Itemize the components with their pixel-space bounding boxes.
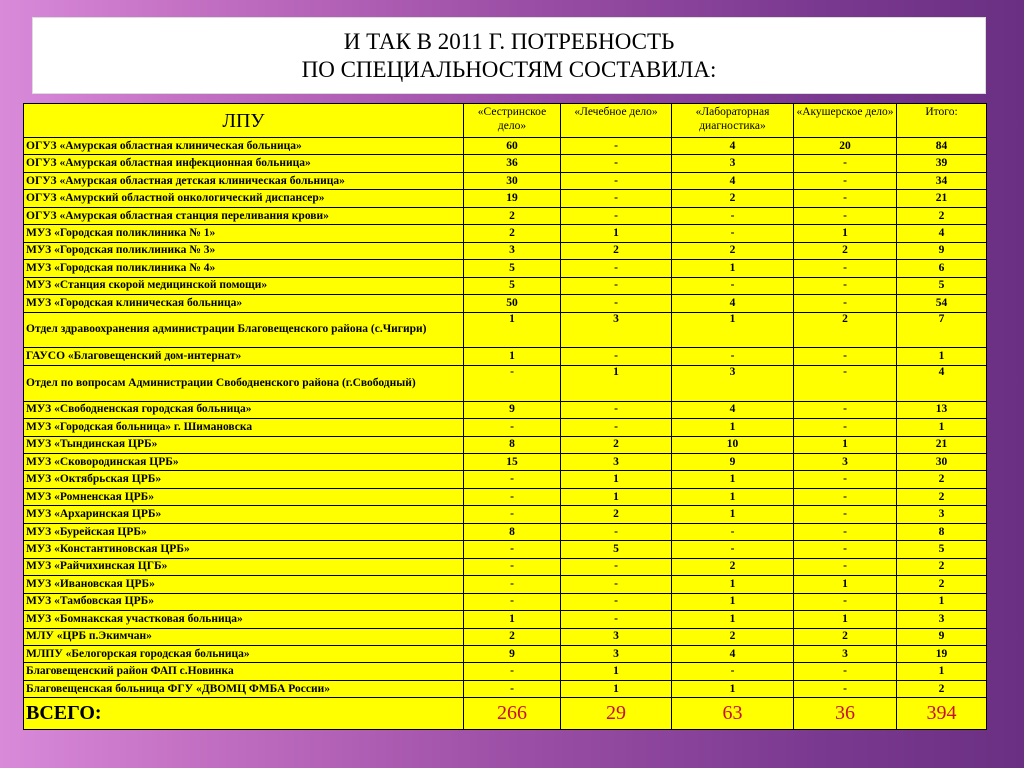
value-cell: 5 xyxy=(464,277,561,294)
value-cell: - xyxy=(794,471,897,488)
value-cell: 8 xyxy=(897,523,987,540)
value-cell: - xyxy=(561,611,672,628)
lpu-name-cell: МУЗ «Городская поликлиника № 3» xyxy=(24,242,464,259)
value-cell: 1 xyxy=(672,312,794,348)
value-cell: 1 xyxy=(561,488,672,505)
lpu-name-cell: ОГУЗ «Амурская областная клиническая больница» xyxy=(24,138,464,155)
table-row xyxy=(24,365,987,401)
needs-table xyxy=(23,103,987,730)
table-row xyxy=(24,312,987,348)
table-body xyxy=(24,138,987,730)
header-total: Итого: xyxy=(897,104,987,138)
total-row xyxy=(24,698,987,730)
value-cell: - xyxy=(794,348,897,365)
value-cell: - xyxy=(561,260,672,277)
value-cell: - xyxy=(561,155,672,172)
value-cell: 1 xyxy=(672,506,794,523)
value-cell: 2 xyxy=(464,225,561,242)
total-value-cell: 29 xyxy=(561,698,672,730)
value-cell: 1 xyxy=(897,593,987,610)
value-cell: 1 xyxy=(897,663,987,680)
value-cell: 9 xyxy=(464,645,561,662)
value-cell: 3 xyxy=(561,628,672,645)
value-cell: 4 xyxy=(672,172,794,189)
lpu-name-cell: Благовещенский район ФАП с.Новинка xyxy=(24,663,464,680)
table-row xyxy=(24,628,987,645)
table-row xyxy=(24,645,987,662)
value-cell: 9 xyxy=(464,401,561,418)
value-cell: - xyxy=(464,471,561,488)
table-row xyxy=(24,401,987,418)
lpu-name-cell: ОГУЗ «Амурская областная детская клиническая больница» xyxy=(24,172,464,189)
value-cell: 2 xyxy=(464,207,561,224)
value-cell: 2 xyxy=(897,576,987,593)
total-value-cell: 266 xyxy=(464,698,561,730)
value-cell: 8 xyxy=(464,436,561,453)
lpu-name-cell: МЛПУ «Белогорская городская больница» xyxy=(24,645,464,662)
value-cell: 39 xyxy=(897,155,987,172)
lpu-name-cell: МУЗ «Тамбовская ЦРБ» xyxy=(24,593,464,610)
value-cell: - xyxy=(794,558,897,575)
value-cell: 1 xyxy=(672,680,794,697)
value-cell: 2 xyxy=(561,506,672,523)
value-cell: - xyxy=(561,348,672,365)
value-cell: 1 xyxy=(672,471,794,488)
value-cell: - xyxy=(794,295,897,312)
value-cell: 8 xyxy=(464,523,561,540)
value-cell: 60 xyxy=(464,138,561,155)
value-cell: 1 xyxy=(464,348,561,365)
value-cell: - xyxy=(672,663,794,680)
table-row xyxy=(24,680,987,697)
slide-title xyxy=(32,17,986,94)
table-row xyxy=(24,207,987,224)
value-cell: - xyxy=(794,172,897,189)
value-cell: 5 xyxy=(561,541,672,558)
lpu-name-cell: МУЗ «Райчихинская ЦГБ» xyxy=(24,558,464,575)
value-cell: 1 xyxy=(897,348,987,365)
value-cell: - xyxy=(794,419,897,436)
value-cell: 9 xyxy=(672,454,794,471)
value-cell: 1 xyxy=(794,576,897,593)
value-cell: 20 xyxy=(794,138,897,155)
table-row xyxy=(24,295,987,312)
value-cell: 4 xyxy=(897,225,987,242)
table-row xyxy=(24,419,987,436)
total-label: ВСЕГО: xyxy=(24,698,464,730)
value-cell: - xyxy=(794,506,897,523)
value-cell: 3 xyxy=(897,611,987,628)
value-cell: 36 xyxy=(464,155,561,172)
value-cell: - xyxy=(672,541,794,558)
value-cell: - xyxy=(794,260,897,277)
value-cell: 2 xyxy=(897,680,987,697)
value-cell: - xyxy=(561,593,672,610)
value-cell: - xyxy=(561,138,672,155)
table-row xyxy=(24,593,987,610)
lpu-name-cell: МУЗ «Городская клиническая больница» xyxy=(24,295,464,312)
lpu-name-cell: МУЗ «Октябрьская ЦРБ» xyxy=(24,471,464,488)
value-cell: - xyxy=(464,593,561,610)
value-cell: - xyxy=(794,207,897,224)
table-row xyxy=(24,277,987,294)
value-cell: 3 xyxy=(464,242,561,259)
value-cell: 1 xyxy=(672,611,794,628)
value-cell: 3 xyxy=(897,506,987,523)
value-cell: 1 xyxy=(672,260,794,277)
value-cell: 1 xyxy=(464,312,561,348)
value-cell: 1 xyxy=(561,471,672,488)
table-row xyxy=(24,611,987,628)
value-cell: - xyxy=(672,277,794,294)
table-row xyxy=(24,260,987,277)
total-value-cell: 63 xyxy=(672,698,794,730)
value-cell: 21 xyxy=(897,190,987,207)
title-line-2: ПО СПЕЦИАЛЬНОСТЯМ СОСТАВИЛА: xyxy=(301,56,717,82)
value-cell: 2 xyxy=(897,471,987,488)
value-cell: 3 xyxy=(672,365,794,401)
value-cell: - xyxy=(464,488,561,505)
value-cell: 7 xyxy=(897,312,987,348)
value-cell: 9 xyxy=(897,242,987,259)
value-cell: - xyxy=(794,401,897,418)
value-cell: 1 xyxy=(464,611,561,628)
lpu-name-cell: ОГУЗ «Амурская областная инфекционная больница» xyxy=(24,155,464,172)
value-cell: 19 xyxy=(464,190,561,207)
value-cell: 2 xyxy=(794,628,897,645)
lpu-name-cell: МУЗ «Свободненская городская больница» xyxy=(24,401,464,418)
value-cell: - xyxy=(794,277,897,294)
value-cell: 2 xyxy=(672,242,794,259)
value-cell: 3 xyxy=(672,155,794,172)
table-row xyxy=(24,558,987,575)
value-cell: - xyxy=(464,558,561,575)
table-row xyxy=(24,348,987,365)
lpu-name-cell: МЛУ «ЦРБ п.Экимчан» xyxy=(24,628,464,645)
value-cell: - xyxy=(672,523,794,540)
value-cell: 21 xyxy=(897,436,987,453)
table-row xyxy=(24,488,987,505)
value-cell: 2 xyxy=(897,558,987,575)
value-cell: - xyxy=(794,190,897,207)
table-row xyxy=(24,242,987,259)
value-cell: - xyxy=(794,365,897,401)
value-cell: - xyxy=(794,680,897,697)
lpu-name-cell: Благовещенская больница ФГУ «ДВОМЦ ФМБА России» xyxy=(24,680,464,697)
value-cell: - xyxy=(672,348,794,365)
lpu-name-cell: МУЗ «Сковородинская ЦРБ» xyxy=(24,454,464,471)
value-cell: - xyxy=(561,523,672,540)
value-cell: 30 xyxy=(464,172,561,189)
header-nursing: «Сестринское дело» xyxy=(464,104,561,138)
value-cell: 2 xyxy=(464,628,561,645)
value-cell: 4 xyxy=(672,645,794,662)
table-row xyxy=(24,471,987,488)
value-cell: 3 xyxy=(561,454,672,471)
lpu-name-cell: МУЗ «Городская поликлиника № 1» xyxy=(24,225,464,242)
value-cell: - xyxy=(561,576,672,593)
value-cell: 50 xyxy=(464,295,561,312)
title-line-1: И ТАК В 2011 Г. ПОТРЕБНОСТЬ xyxy=(343,28,675,54)
value-cell: 2 xyxy=(561,436,672,453)
lpu-name-cell: МУЗ «Городская поликлиника № 4» xyxy=(24,260,464,277)
value-cell: 5 xyxy=(464,260,561,277)
value-cell: 1 xyxy=(897,419,987,436)
value-cell: - xyxy=(672,207,794,224)
value-cell: 2 xyxy=(561,242,672,259)
value-cell: 4 xyxy=(897,365,987,401)
value-cell: - xyxy=(794,663,897,680)
value-cell: 2 xyxy=(794,312,897,348)
value-cell: 30 xyxy=(897,454,987,471)
value-cell: 3 xyxy=(794,645,897,662)
total-value-cell: 36 xyxy=(794,698,897,730)
value-cell: 1 xyxy=(561,663,672,680)
lpu-name-cell: МУЗ «Тындинская ЦРБ» xyxy=(24,436,464,453)
value-cell: - xyxy=(464,419,561,436)
lpu-name-cell: МУЗ «Ивановская ЦРБ» xyxy=(24,576,464,593)
header-obstetric: «Акушерское дело» xyxy=(794,104,897,138)
lpu-name-cell: ОГУЗ «Амурская областная станция переливания крови» xyxy=(24,207,464,224)
header-lpu: ЛПУ xyxy=(24,104,464,138)
value-cell: 1 xyxy=(561,680,672,697)
value-cell: 1 xyxy=(794,225,897,242)
value-cell: 19 xyxy=(897,645,987,662)
table-row xyxy=(24,663,987,680)
lpu-name-cell: МУЗ «Архаринская ЦРБ» xyxy=(24,506,464,523)
value-cell: 4 xyxy=(672,138,794,155)
value-cell: 9 xyxy=(897,628,987,645)
value-cell: 1 xyxy=(794,436,897,453)
value-cell: - xyxy=(794,593,897,610)
total-value-cell: 394 xyxy=(897,698,987,730)
value-cell: 5 xyxy=(897,277,987,294)
value-cell: 34 xyxy=(897,172,987,189)
value-cell: - xyxy=(464,365,561,401)
lpu-name-cell: МУЗ «Городская больница» г. Шимановска xyxy=(24,419,464,436)
value-cell: - xyxy=(464,541,561,558)
value-cell: 2 xyxy=(897,207,987,224)
value-cell: 4 xyxy=(672,295,794,312)
value-cell: - xyxy=(561,190,672,207)
value-cell: 3 xyxy=(561,645,672,662)
lpu-name-cell: МУЗ «Бурейская ЦРБ» xyxy=(24,523,464,540)
value-cell: 1 xyxy=(672,419,794,436)
value-cell: - xyxy=(561,277,672,294)
value-cell: 6 xyxy=(897,260,987,277)
value-cell: - xyxy=(561,401,672,418)
lpu-name-cell: МУЗ «Константиновская ЦРБ» xyxy=(24,541,464,558)
value-cell: 2 xyxy=(672,558,794,575)
value-cell: 4 xyxy=(672,401,794,418)
value-cell: 2 xyxy=(672,628,794,645)
value-cell: 1 xyxy=(561,225,672,242)
header-lab: «Лабораторная диагностика» xyxy=(672,104,794,138)
value-cell: - xyxy=(464,680,561,697)
value-cell: 1 xyxy=(561,365,672,401)
value-cell: - xyxy=(561,207,672,224)
value-cell: - xyxy=(464,506,561,523)
value-cell: 54 xyxy=(897,295,987,312)
table-row xyxy=(24,454,987,471)
lpu-name-cell: ГАУСО «Благовещенский дом-интернат» xyxy=(24,348,464,365)
lpu-name-cell: Отдел по вопросам Администрации Свободненского района (г.Свободный) xyxy=(24,365,464,401)
value-cell: 1 xyxy=(672,593,794,610)
table-row xyxy=(24,172,987,189)
lpu-name-cell: ОГУЗ «Амурский областной онкологический диспансер» xyxy=(24,190,464,207)
value-cell: 3 xyxy=(561,312,672,348)
value-cell: 13 xyxy=(897,401,987,418)
value-cell: - xyxy=(672,225,794,242)
value-cell: - xyxy=(561,419,672,436)
table-row xyxy=(24,190,987,207)
value-cell: - xyxy=(561,558,672,575)
value-cell: 10 xyxy=(672,436,794,453)
value-cell: 1 xyxy=(794,611,897,628)
value-cell: - xyxy=(794,541,897,558)
lpu-name-cell: МУЗ «Ромненская ЦРБ» xyxy=(24,488,464,505)
value-cell: 2 xyxy=(897,488,987,505)
value-cell: - xyxy=(561,172,672,189)
header-medical: «Лечебное дело» xyxy=(561,104,672,138)
value-cell: 1 xyxy=(672,576,794,593)
table-row xyxy=(24,523,987,540)
value-cell: - xyxy=(794,488,897,505)
value-cell: - xyxy=(794,155,897,172)
table-row xyxy=(24,576,987,593)
value-cell: 2 xyxy=(672,190,794,207)
table-row xyxy=(24,138,987,155)
lpu-name-cell: Отдел здравоохранения администрации Благовещенского района (с.Чигири) xyxy=(24,312,464,348)
table-row xyxy=(24,436,987,453)
lpu-name-cell: МУЗ «Бомнакская участковая больница» xyxy=(24,611,464,628)
value-cell: 84 xyxy=(897,138,987,155)
table-row xyxy=(24,225,987,242)
value-cell: 15 xyxy=(464,454,561,471)
value-cell: - xyxy=(464,576,561,593)
table-header-row xyxy=(24,104,987,138)
value-cell: 5 xyxy=(897,541,987,558)
value-cell: - xyxy=(464,663,561,680)
value-cell: 2 xyxy=(794,242,897,259)
table-row xyxy=(24,506,987,523)
lpu-name-cell: МУЗ «Станция скорой медицинской помощи» xyxy=(24,277,464,294)
table-row xyxy=(24,155,987,172)
value-cell: - xyxy=(561,295,672,312)
value-cell: 1 xyxy=(672,488,794,505)
table-row xyxy=(24,541,987,558)
value-cell: 3 xyxy=(794,454,897,471)
needs-table-container xyxy=(23,103,986,730)
value-cell: - xyxy=(794,523,897,540)
